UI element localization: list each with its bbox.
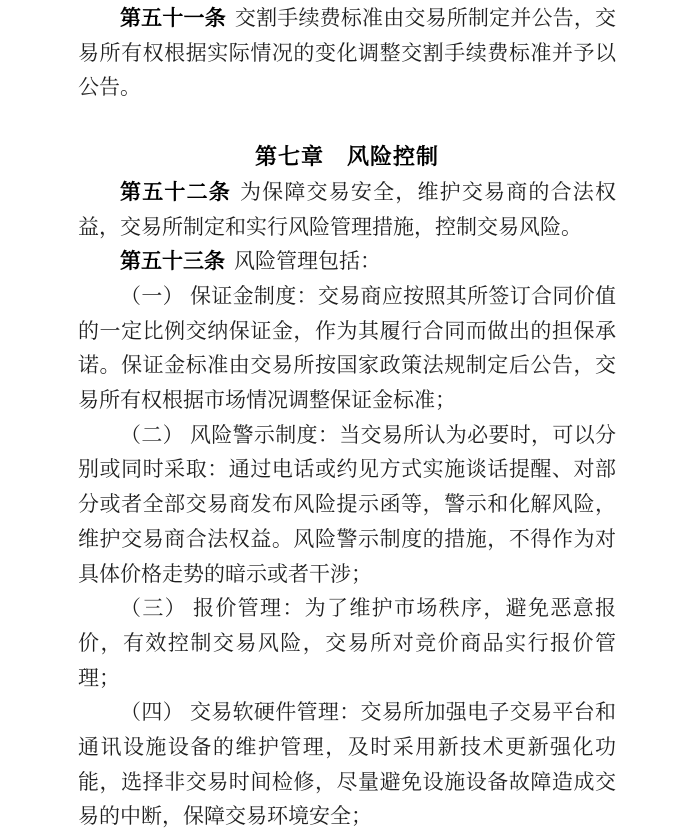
article-52-paragraph <box>78 175 616 244</box>
list-item-3 <box>78 591 616 695</box>
article-53-number: 第五十三条 <box>120 249 225 274</box>
article-51-text: 交割手续费标准由交易所制定并公告，交易所有权根据实际情况的变化调整交割手续费标准并予以公告。 <box>78 6 617 100</box>
article-51-paragraph <box>78 1 616 105</box>
list-item-2-number: （二） <box>120 422 184 447</box>
list-item-1 <box>78 279 616 418</box>
list-item-4-number: （四） <box>120 700 184 725</box>
list-item-3-number: （三） <box>120 596 187 621</box>
list-item-3-text: 报价管理：为了维护市场秩序，避免恶意报价，有效控制交易风险，交易所对竞价商品实行报价管理； <box>78 596 616 690</box>
article-53-text: 风险管理包括： <box>234 249 381 274</box>
article-51-number: 第五十一条 <box>120 6 226 30</box>
chapter-heading: 第七章 风险控制 <box>254 144 439 170</box>
list-item-4-text: 交易软硬件管理：交易所加强电子交易平台和通讯设施设备的维护管理，及时采用新技术更新强化功能，选择非交易时间检修，尽量避免设施设备故障造成交易的中断，保障交易环境安全； <box>78 700 617 829</box>
blank-line <box>78 105 616 140</box>
list-item-4 <box>78 695 616 834</box>
article-53-paragraph <box>78 244 616 279</box>
list-item-2-text: 风险警示制度：当交易所认为必要时，可以分别或同时采取：通过电话或约见方式实施谈话提醒、对部分或者全部交易商发布风险提示函等，警示和化解风险，维护交易商合法权益。风险警示制度的措施，不得作为对具体价格走势的暗示或者干涉； <box>78 422 617 586</box>
list-item-1-text: 保证金制度：交易商应按照其所签订合同价值的一定比例交纳保证金，作为其履行合同而做出的担保承诺。保证金标准由交易所按国家政策法规制定后公告，交易所有权根据市场情况调整保证金标准； <box>78 283 617 413</box>
article-52-number: 第五十二条 <box>120 179 231 204</box>
list-item-2 <box>78 418 616 592</box>
list-item-1-number: （一） <box>120 283 184 308</box>
article-52-text: 为保障交易安全，维护交易商的合法权益，交易所制定和实行风险管理措施，控制交易风险。 <box>78 179 616 239</box>
